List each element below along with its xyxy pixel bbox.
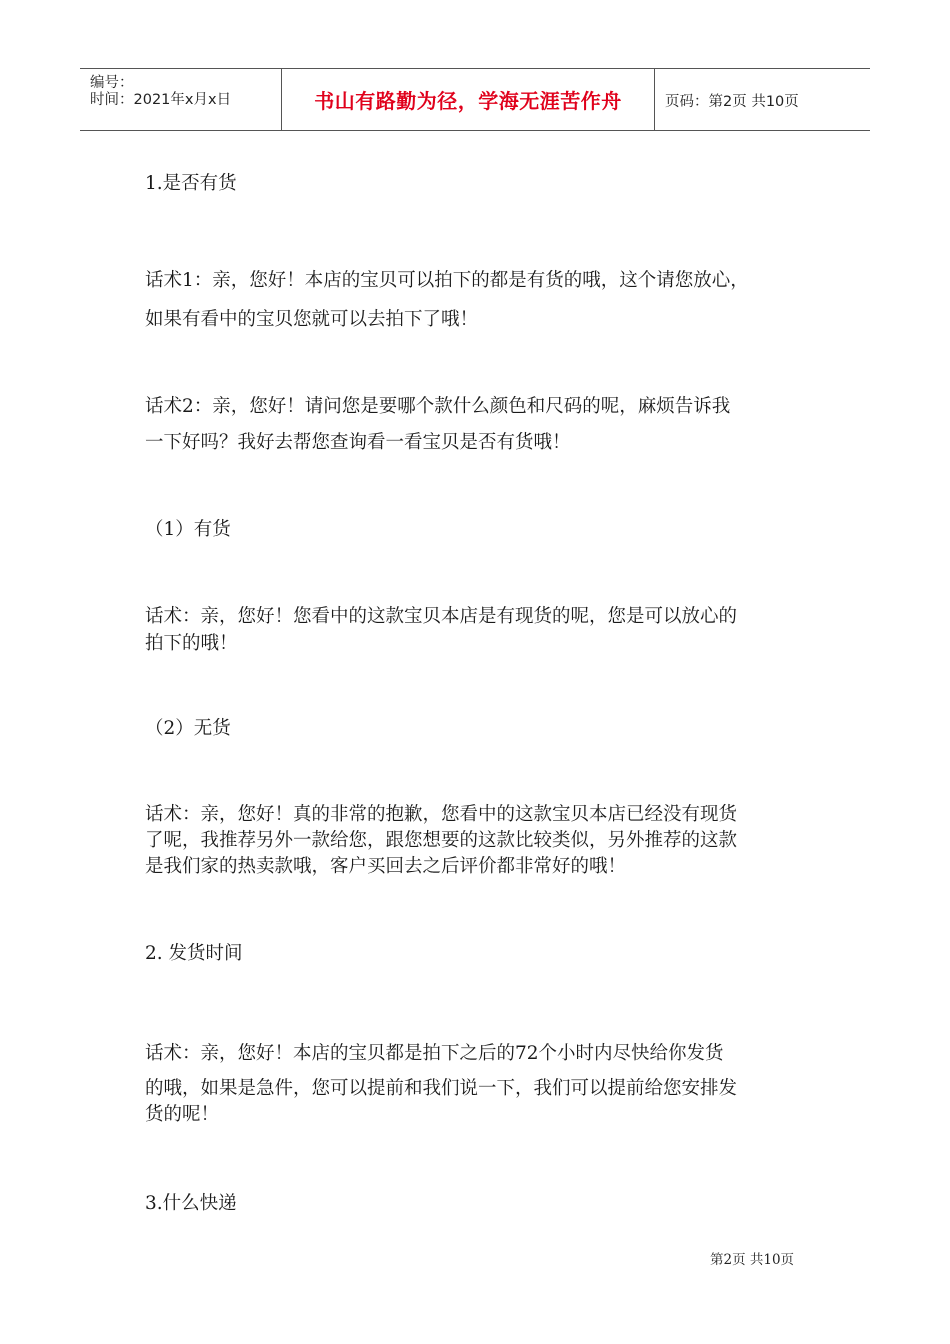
paragraph-script-1-line-1: 话术1：亲，您好！本店的宝贝可以拍下的都是有货的哦，这个请您放心， xyxy=(145,270,749,291)
header-page-number: 页码：第2页 共10页 xyxy=(665,94,799,110)
section-title-shipping-time: 2. 发货时间 xyxy=(145,943,243,964)
paragraph-in-stock-line-2: 拍下的哦！ xyxy=(145,633,238,654)
paragraph-script-2-line-1: 话术2：亲，您好！请问您是要哪个款什么颜色和尺码的呢，麻烦告诉我 xyxy=(145,396,731,417)
header-motto-cell xyxy=(282,69,655,130)
paragraph-script-2-line-2: 一下好吗？我好去帮您查询看一看宝贝是否有货哦！ xyxy=(145,432,571,453)
paragraph-shipping-line-3: 货的呢！ xyxy=(145,1104,220,1125)
paragraph-script-1-line-2: 如果有看中的宝贝您就可以去拍下了哦！ xyxy=(145,309,479,330)
section-title-stock: 1.是否有货 xyxy=(145,173,237,194)
paragraph-out-of-stock-line-1: 话术：亲，您好！真的非常的抱歉，您看中的这款宝贝本店已经没有现货 xyxy=(145,804,738,825)
page-header xyxy=(80,68,870,131)
page-footer-number: 第2页 共10页 xyxy=(710,1252,795,1268)
header-meta-cell xyxy=(80,69,282,130)
paragraph-out-of-stock-line-2: 了呢，我推荐另外一款给您，跟您想要的这款比较类似，另外推荐的这款 xyxy=(145,830,738,851)
header-page-cell xyxy=(655,69,870,130)
paragraph-shipping-line-2: 的哦，如果是急件，您可以提前和我们说一下，我们可以提前给您安排发 xyxy=(145,1078,738,1099)
header-motto: 书山有路勤为径，学海无涯苦作舟 xyxy=(314,89,622,113)
subsection-title-out-of-stock: （2）无货 xyxy=(145,718,231,739)
document-time-label: 时间：2021年x月x日 xyxy=(90,92,232,108)
paragraph-shipping-line-1: 话术：亲，您好！本店的宝贝都是拍下之后的72个小时内尽快给你发货 xyxy=(145,1043,724,1064)
paragraph-in-stock-line-1: 话术：亲，您好！您看中的这款宝贝本店是有现货的呢，您是可以放心的 xyxy=(145,606,738,627)
paragraph-out-of-stock-line-3: 是我们家的热卖款哦，客户买回去之后评价都非常好的哦！ xyxy=(145,856,627,877)
subsection-title-in-stock: （1）有货 xyxy=(145,519,231,540)
document-number-label: 编号： xyxy=(90,75,134,91)
section-title-courier: 3.什么快递 xyxy=(145,1193,237,1214)
